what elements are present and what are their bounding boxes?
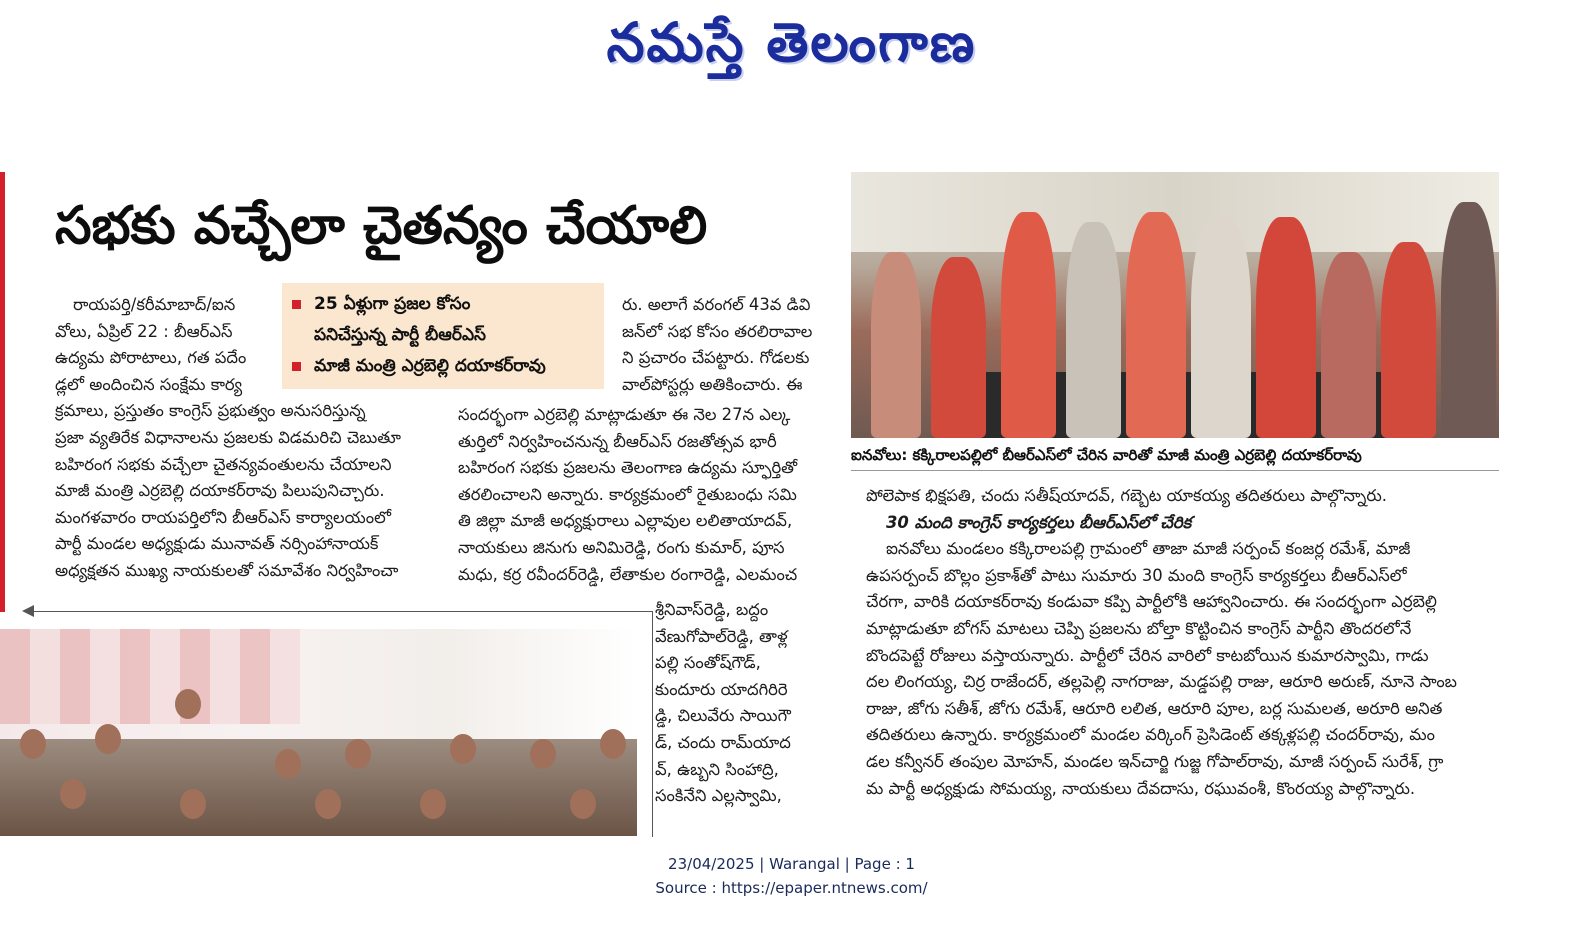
column-line: ప్రజా వ్యతిరేక విధానాలను ప్రజలకు విడమరిచి చెబుతూ bbox=[55, 427, 401, 447]
continuation-line-vertical bbox=[652, 611, 653, 837]
column-line: వోలు, ఏప్రిల్ 22 : బీఆర్ఎస్ bbox=[55, 321, 233, 341]
column-line: మంగళవారం రాయపర్తిలోని బీఆర్ఎస్ కార్యాలయంలో bbox=[55, 507, 391, 527]
column-line: ఐనవోలు మండలం కక్కిరాలపల్లి గ్రామంలో తాజా మాజీ సర్పంచ్ కంజర్ల రమేశ్, మాజీ bbox=[886, 539, 1411, 559]
article-column-2 bbox=[458, 402, 833, 588]
column-line: రాయపర్తి/కరీమాబాద్/ఐన bbox=[73, 295, 236, 314]
column-line: మాజీ మంత్రి ఎర్రబెల్లి దయాకర్‌రావు పిలుపునిచ్చారు. bbox=[55, 481, 385, 501]
column-line: కుందూరు యాదగిరిరె bbox=[655, 679, 788, 699]
article-column-2-narrow bbox=[655, 597, 835, 810]
column-line: చేరగా, వారికి దయాకర్‌రావు కండువా కప్పి పార్టీలోకి ఆహ్వానించారు. ఈ సందర్భంగా ఎర్రబెల్లి bbox=[866, 592, 1437, 612]
highlight-text: మాజీ మంత్రి ఎర్రబెల్లి దయాకర్‌రావు bbox=[314, 356, 546, 376]
column-line: తి జిల్లా మాజీ అధ్యక్షురాలు ఎల్లావుల లలితాయాదవ్, bbox=[458, 511, 793, 531]
highlight-text-continued: పనిచేస్తున్న పార్టీ బీఆర్ఎస్ bbox=[314, 325, 486, 345]
column-line: తుర్తిలో నిర్వహించనున్న బీఆర్ఎస్ రజతోత్సవ భారీ bbox=[458, 431, 777, 451]
article-column-2-top bbox=[622, 292, 834, 398]
column-line: క్రమాలు, ప్రస్తుతం కాంగ్రెస్ ప్రభుత్వం అనుసరిస్తున్న bbox=[55, 401, 366, 421]
column-line: వ్, ఉబ్బని సింహాద్రి, bbox=[655, 759, 779, 779]
column-line: వాల్‌పోస్టర్లు అతికించారు. ఈ bbox=[622, 374, 803, 394]
article-column-1 bbox=[55, 292, 440, 585]
column-line: మ పార్టీ అధ్యక్షుడు సోమయ్య, నాయకులు దేవదాసు, రఘువంశీ, కొంరయ్య పాల్గొన్నారు. bbox=[866, 778, 1416, 798]
article-headline: సభకు వచ్చేలా చైతన్యం చేయాలి bbox=[55, 196, 708, 256]
column-line: దల లింగయ్య, చిర్ర రాజేందర్, తల్లపెల్లి నాగరాజు, మడ్డపల్లి రాజు, ఆరూరి అరుణ్, నూనె సాంబ bbox=[866, 672, 1457, 692]
column-line: డ్లలో అందించిన సంక్షేమ కార్య bbox=[55, 374, 243, 394]
column-line: తదితరులు ఉన్నారు. కార్యక్రమంలో మండల వర్కింగ్ ప్రెసిడెంట్ తక్కళ్లపల్లి చందర్‌రావు, మం bbox=[866, 725, 1435, 745]
column-line: డల కన్వీనర్ తంపుల మోహన్, మండల ఇన్‌చార్జి గుజ్జ గోపాల్‌రావు, మాజీ సర్పంచ్ సురేశ్, గ్రా bbox=[866, 751, 1444, 771]
column-line: మధు, కర్ర రవీందర్‌రెడ్డి, లేతాకుల రంగారెడ్డి, ఎలమంచ bbox=[458, 564, 798, 584]
column-line: డ్డి, చిలువేరు సాయిగౌ bbox=[655, 706, 791, 726]
continuation-line bbox=[24, 611, 652, 612]
column-line: జన్‌లో సభ కోసం తరలిరావాల bbox=[622, 321, 813, 341]
column-line: పల్లి సంతోష్‌గౌడ్, bbox=[655, 653, 761, 673]
column-line: రాజు, జోగు సతీశ్, జోగు రమేశ్, ఆరూరి లలిత, ఆరూరి పూల, బర్ల సుమలత, అరూరి అనిత bbox=[866, 698, 1443, 718]
highlight-text: 25 ఏళ్లుగా ప్రజల కోసం bbox=[314, 294, 471, 314]
column-line: అధ్యక్షతన ముఖ్య నాయకులతో సమావేశం నిర్వహించా bbox=[55, 560, 399, 580]
newspaper-masthead: నమస్తే తెలంగాణ bbox=[606, 10, 977, 74]
column-line: బహిరంగ సభకు ప్రజలను తెలంగాణ ఉద్యమ స్ఫూర్తితో bbox=[458, 458, 798, 478]
column-line: తరలించాలని అన్నారు. కార్యక్రమంలో రైతుబంధు సమి bbox=[458, 484, 797, 504]
column-line: ఉద్యమ పోరాటాలు, గత పదేం bbox=[55, 348, 247, 368]
column-line: బహిరంగ సభకు వచ్చేలా చైతన్యవంతులను చేయాలని bbox=[55, 454, 392, 474]
article-column-3 bbox=[866, 483, 1496, 802]
page-footer bbox=[0, 852, 1583, 900]
edition-info: 23/04/2025 | Warangal | Page : 1 bbox=[668, 855, 915, 873]
column-line: రు. అలాగే వరంగల్ 43వ డివి bbox=[622, 295, 811, 314]
column-line: నాయకులు జినుగు అనిమిరెడ్డి, రంగు కుమార్, పూస bbox=[458, 537, 785, 557]
photo-caption: ఐనవోలు: కక్కిరాలపల్లిలో బీఆర్ఎస్‌లో చేరిన వారితో మాజీ మంత్రి ఎర్రబెల్లి దయాకర్‌రావు bbox=[851, 440, 1499, 471]
column-line: సందర్భంగా ఎర్రబెల్లి మాట్లాడుతూ ఈ నెల 27న ఎల్క bbox=[458, 405, 791, 424]
source-info: Source : https://epaper.ntnews.com/ bbox=[655, 879, 928, 897]
news-photo-meeting bbox=[0, 629, 637, 836]
column-line: ఉపసర్పంచ్ బొల్లం ప్రకాశ్‌తో పాటు సుమారు 30 మంది కాంగ్రెస్ కార్యకర్తలు బీఆర్ఎస్‌లో bbox=[866, 565, 1407, 585]
column-line: బొందపెట్టే రోజులు వస్తాయన్నారు. పార్టీలో చేరిన వారిలో కాటబోయిన కుమారస్వామి, గాడు bbox=[866, 645, 1429, 665]
left-arrow-icon bbox=[22, 605, 34, 617]
column-line: ని ప్రచారం చేపట్టారు. గోడలకు bbox=[622, 348, 810, 368]
sub-headline: 30 మంది కాంగ్రెస్ కార్యకర్తలు బీఆర్ఎస్‌లో చేరిక bbox=[886, 512, 1192, 532]
column-line: పార్టీ మండల అధ్యక్షుడు మునావత్ నర్సింహానాయక్ bbox=[55, 534, 379, 554]
column-line: మాట్లాడుతూ బోగస్ మాటలు చెప్పి ప్రజలను బోల్తా కొట్టించిన కాంగ్రెస్ పార్టీని తొందరలోనే bbox=[866, 618, 1412, 638]
article-accent-bar bbox=[0, 172, 5, 612]
news-photo-group bbox=[851, 172, 1499, 438]
column-line: సంకినేని ఎల్లస్వామి, bbox=[655, 786, 782, 806]
column-line: డ్, చందు రామ్‌యాద bbox=[655, 732, 791, 752]
column-line: పోలెపాక భిక్షపతి, చందు సతీష్‌యాదవ్, గబ్బెట యాకయ్య తదితరులు పాల్గొన్నారు. bbox=[866, 486, 1387, 505]
column-line: శ్రీనివాస్‌రెడ్డి, బద్దం bbox=[655, 600, 769, 619]
column-line: వేణుగోపాల్‌రెడ్డి, తాళ్ల bbox=[655, 626, 788, 646]
